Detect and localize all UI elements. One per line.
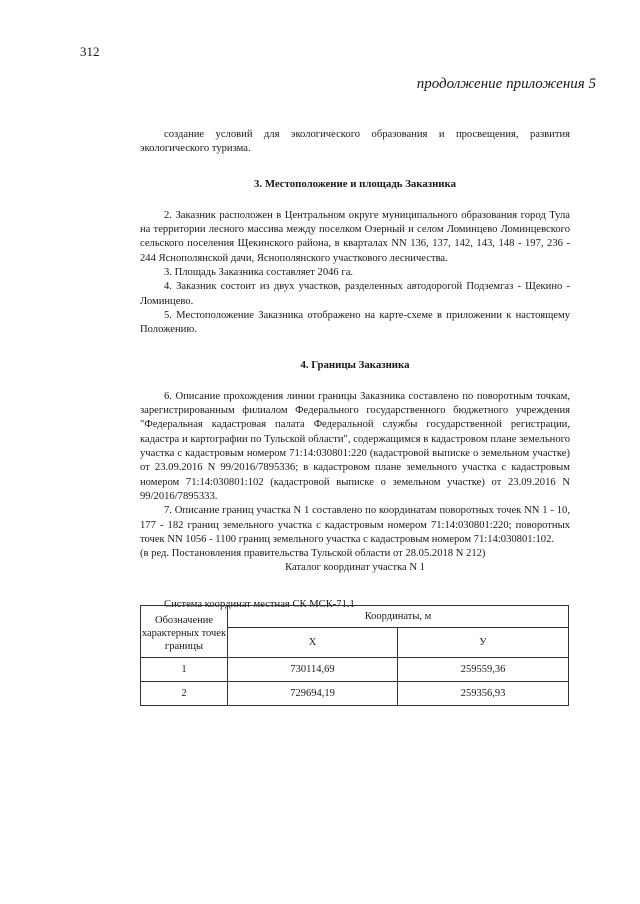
table-row: [141, 682, 569, 706]
x-header: X: [228, 628, 398, 658]
catalog-title: Каталог координат участка N 1: [285, 562, 425, 574]
amendment-note: (в ред. Постановления правительства Тульской области от 28.05.2018 N 212): [140, 548, 486, 560]
table-row: [141, 658, 569, 682]
point-cell: 2: [141, 682, 228, 706]
y-cell: 259356,93: [398, 682, 569, 706]
paragraph-6: 6. Описание прохождения линии границы Заказника составлено по поворотным точкам, зарегистрированным филиалом Федерального государственного бюджетного учреждения "Федеральная кадастровая палата Федеральной службы государственной регистрации, кадастра и картографии по Тульской области", содержащимся в кадастровом плане земельного участка с кадастровым номером 71:14:030801:220 (кадастровой выписке о земельном участке) от 23.09.2016 N 99/2016/7895336; в кадастровом плане земельного участка с кадастровым номером 71:14:030801:102 (кадастровой выписке о земельном участке) от 23.09.2016 N 99/2016/7895333.: [140, 390, 570, 502]
page-number: 312: [80, 44, 100, 59]
paragraph-5: 5. Местоположение Заказника отображено на карте-схеме в приложении к настоящему Положению.: [140, 309, 570, 336]
x-cell: 729694,19: [228, 682, 398, 706]
continuation-note: продолжение приложения 5: [416, 76, 596, 92]
document-body: [140, 128, 570, 612]
section-3-heading: 3. Местоположение и площадь Заказника: [254, 177, 456, 190]
paragraph-3: 3. Площадь Заказника составляет 2046 га.: [164, 267, 354, 279]
coordinates-table: [140, 605, 569, 706]
y-header: У: [398, 628, 569, 658]
paragraph-7: 7. Описание границ участка N 1 составлено по координатам поворотных точек NN 1 - 10, 177 - 182 границ земельного участка с кадастровым номером 71:14:030801:220; поворотных точек NN 1056 - 1100 границ земельного участка с кадастровым номером 71:14:030801:102.: [140, 505, 570, 545]
section-4-heading: 4. Границы Заказника: [300, 358, 410, 371]
coordinates-header: Координаты, м: [228, 606, 569, 628]
intro-text: создание условий для экологического образования и просвещения, развития экологического туризма.: [140, 129, 570, 155]
point-header: Обозначение характерных точек границы: [141, 606, 228, 658]
x-cell: 730114,69: [228, 658, 398, 682]
paragraph-4: 4. Заказник состоит из двух участков, разделенных автодорогой Подземгаз - Щекино - Ломинцево.: [140, 281, 570, 307]
paragraph-2: 2. Заказник расположен в Центральном округе муниципального образования город Тула на территории лесного массива между поселком Озерный и селом Ломинцево Ломинцевского сельского поселения Щекинского района, в кварталах NN 136, 137, 142, 143, 148 - 197, 236 - 244 Яснополянской дачи, Яснополянского участкового лесничества.: [140, 209, 570, 264]
y-cell: 259559,36: [398, 658, 569, 682]
coordinate-system-label: Система координат местная СК МСК-71.1: [164, 598, 355, 610]
point-cell: 1: [141, 658, 228, 682]
